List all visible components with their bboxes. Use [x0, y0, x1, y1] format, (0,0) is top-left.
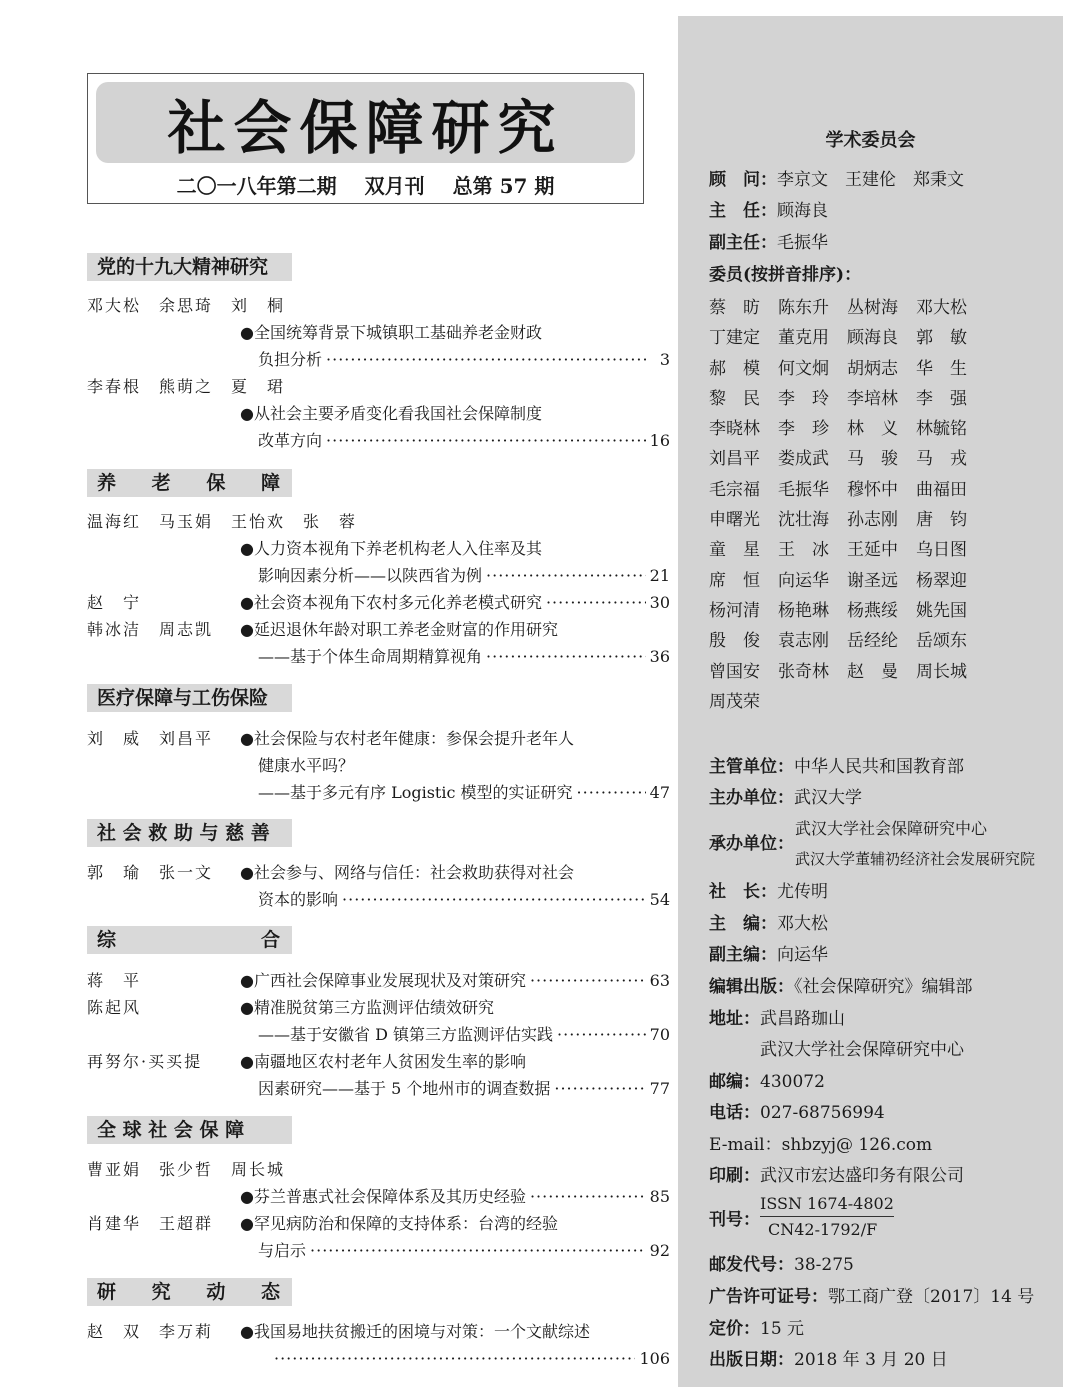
section-heading-char: 障	[260, 472, 280, 494]
label: 委员(按拼音排序)：	[709, 265, 862, 285]
page-number: 47	[649, 783, 670, 802]
article-title[interactable]: ●社会参与、网络与信任：社会救助获得对社会	[240, 863, 574, 882]
leader-dots	[577, 779, 646, 806]
committee-member: 乌日图	[916, 540, 967, 561]
committee-member: 李晓林	[709, 419, 760, 440]
leader-dots	[486, 643, 646, 670]
committee-member: 蔡 昉	[709, 298, 760, 318]
label: 承办单位：	[709, 834, 794, 854]
section-heading-char: 老	[151, 472, 171, 494]
section-heading-char: 综	[97, 929, 117, 951]
committee-member: 岳经纶	[847, 631, 898, 652]
page-number: 54	[649, 890, 670, 909]
leader-dots	[554, 1075, 645, 1102]
committee-member: 张奇林	[778, 661, 829, 682]
article-authors: 李春根 熊萌之 夏 珺	[87, 377, 286, 396]
article-title[interactable]: ●全国统筹背景下城镇职工基础养老金财政	[240, 323, 542, 342]
committee-member: 郭 敏	[916, 328, 967, 349]
info-editor	[709, 909, 828, 939]
section-heading-char: 态	[260, 1281, 280, 1303]
committee-member: 杨艳琳	[778, 600, 829, 621]
label: 主 任：	[709, 201, 777, 221]
journal-title: 社会保障研究	[167, 93, 564, 162]
article-title-text: 影响因素分析——以陕西省为例	[258, 566, 483, 585]
page-number: 21	[649, 566, 670, 585]
article-title-text: ●广西社会保障事业发展现状及对策研究	[240, 971, 526, 990]
value: 向运华	[777, 945, 828, 965]
value: 武昌路珈山	[760, 1009, 845, 1029]
info-pubdate	[709, 1345, 948, 1375]
info-printer	[709, 1161, 964, 1191]
section-heading-char: 保	[206, 472, 226, 494]
info-phone	[709, 1098, 885, 1128]
committee-advisors	[709, 165, 964, 195]
article-title-cont[interactable]	[258, 427, 670, 454]
article-title-cont[interactable]	[258, 1237, 670, 1264]
committee-title: 学术委员会	[825, 130, 916, 151]
committee-member: 何文炯	[778, 358, 829, 379]
label: 主办单位：	[709, 788, 794, 808]
article-title-cont[interactable]	[258, 1021, 670, 1048]
page-number: 77	[649, 1079, 670, 1098]
info-organizer-1: 武汉大学社会保障研究中心	[795, 819, 988, 838]
leader-dots	[557, 1021, 646, 1048]
committee-member: 李 珍	[778, 419, 829, 440]
committee-member: 杨翠迎	[916, 570, 967, 591]
article-authors: 温海红 马玉娟 王怡欢 张 蓉	[87, 512, 358, 531]
label: 编辑出版：	[709, 977, 794, 997]
info-cn: CN42-1792/F	[768, 1220, 878, 1239]
committee-member: 申曙光	[709, 510, 760, 531]
committee-member: 杨河清	[709, 600, 760, 621]
label: 出版日期：	[709, 1350, 794, 1370]
issue-line	[88, 170, 643, 199]
committee-chair	[709, 196, 828, 226]
article-authors: 刘 威 刘昌平	[87, 729, 214, 748]
committee-member: 赵 曼	[847, 661, 898, 682]
section-heading-char: 究	[151, 1281, 171, 1303]
article-title-text: ——基于安徽省 D 镇第三方监测评估实践	[258, 1025, 554, 1044]
article-title-cont[interactable]	[258, 1075, 670, 1102]
committee-member: 董克用	[778, 328, 829, 349]
article-title[interactable]	[240, 967, 670, 994]
info-address	[709, 1004, 845, 1034]
section-heading	[87, 1278, 292, 1306]
committee-member: 殷 俊	[709, 631, 760, 652]
article-title-text: ——基于多元有序 Logistic 模型的实证研究	[258, 783, 573, 802]
value[interactable]: shbzyj@ 126.com	[781, 1135, 933, 1155]
committee-member: 华 生	[916, 358, 967, 379]
article-title-cont[interactable]	[258, 346, 670, 373]
label: 印刷：	[709, 1166, 760, 1186]
label: 刊号：	[709, 1210, 760, 1230]
article-title[interactable]: ●精准脱贫第三方监测评估绩效研究	[240, 998, 494, 1017]
article-title[interactable]: ●人力资本视角下养老机构老人入住率及其	[240, 539, 542, 558]
info-organizer-label	[709, 829, 794, 859]
info-publisher	[709, 972, 973, 1002]
article-title[interactable]: ●从社会主要矛盾变化看我国社会保障制度	[240, 404, 542, 423]
section-heading-char: 研	[97, 1281, 117, 1303]
article-title[interactable]	[240, 589, 670, 616]
value: 中华人民共和国教育部	[794, 757, 964, 777]
committee-member: 毛宗福	[709, 479, 760, 500]
section-heading: 全 球 社 会 保 障	[87, 1116, 292, 1144]
article-title[interactable]	[240, 1183, 670, 1210]
value: 《社会保障研究》编辑部	[794, 977, 973, 997]
section-heading: 医疗保障与工伤保险	[87, 684, 292, 712]
committee-member: 谢圣远	[847, 570, 898, 591]
info-ad-license	[709, 1282, 1034, 1312]
info-issn: ISSN 1674-4802	[760, 1192, 894, 1217]
info-organizer-2: 武汉大学董辅礽经济社会发展研究院	[795, 850, 1036, 868]
committee-member: 娄成武	[778, 449, 829, 470]
label: 社 长：	[709, 882, 777, 902]
article-title-cont[interactable]: 健康水平吗？	[258, 756, 355, 775]
label: 广告许可证号：	[709, 1287, 828, 1307]
issue-frequency: 双月刊	[364, 174, 425, 198]
article-title-text: 负担分析	[258, 350, 323, 369]
info-president	[709, 877, 828, 907]
article-title-text: 改革方向	[258, 431, 323, 450]
page-number: 63	[649, 971, 670, 990]
leader-dots	[546, 589, 646, 616]
page-number: 70	[649, 1025, 670, 1044]
label: 定价：	[709, 1319, 760, 1339]
article-authors: 陈起风	[87, 998, 142, 1017]
section-heading: 党的十九大精神研究	[87, 253, 292, 281]
section-heading-char: 养	[97, 472, 117, 494]
committee-member: 周茂荣	[709, 691, 760, 712]
value: 武汉大学	[794, 788, 862, 808]
page-number: 36	[649, 647, 670, 666]
value: 李京文 王建伦 郑秉文	[777, 170, 964, 190]
page-number: 30	[649, 593, 670, 612]
committee-member: 陈东升	[778, 298, 829, 318]
issue-number: 二〇一八年第二期	[176, 174, 337, 198]
label: 主管单位：	[709, 757, 794, 777]
page-number: 16	[649, 431, 670, 450]
committee-member: 曾国安	[709, 661, 760, 682]
value: 15 元	[760, 1319, 805, 1339]
leader-dots	[310, 1237, 646, 1264]
info-supervisor	[709, 752, 964, 782]
label: 邮编：	[709, 1072, 760, 1092]
committee-member: 童 星	[709, 540, 760, 561]
info-address-2: 武汉大学社会保障研究中心	[760, 1040, 964, 1060]
committee-member: 胡炳志	[847, 358, 898, 379]
page-number: 85	[649, 1187, 670, 1206]
article-authors: 郭 瑜 张一文	[87, 863, 214, 882]
article-authors: 赵 宁	[87, 593, 142, 612]
article-title-cont[interactable]	[258, 643, 670, 670]
page-number: 92	[649, 1241, 670, 1260]
committee-member: 姚先国	[916, 600, 967, 621]
label: 地址：	[709, 1009, 760, 1029]
article-title-text: 因素研究——基于 5 个地州市的调查数据	[258, 1079, 551, 1098]
committee-member: 毛振华	[778, 479, 829, 500]
committee-member: 邓大松	[916, 298, 967, 318]
section-heading-char: 合	[260, 929, 280, 951]
value: 2018 年 3 月 20 日	[794, 1350, 948, 1370]
article-title-cont[interactable]	[258, 886, 670, 913]
article-title-text: ●芬兰普惠式社会保障体系及其历史经验	[240, 1187, 526, 1206]
leader-dots	[274, 1345, 635, 1372]
leader-dots	[326, 427, 646, 454]
value: 38-275	[794, 1255, 854, 1275]
committee-member: 林毓铭	[916, 419, 967, 440]
value: 027-68756994	[760, 1103, 885, 1123]
committee-member: 王 冰	[778, 540, 829, 561]
leader-dots	[342, 886, 646, 913]
info-postcode	[709, 1067, 825, 1097]
label: 副主任：	[709, 233, 777, 253]
info-email	[709, 1130, 932, 1160]
committee-member: 李 强	[916, 388, 967, 409]
committee-member: 孙志刚	[847, 510, 898, 531]
article-title-text: ●社会资本视角下农村多元化养老模式研究	[240, 593, 542, 612]
article-title-text: 与启示	[258, 1241, 307, 1260]
value: 尤传明	[777, 882, 828, 902]
committee-member: 郝 模	[709, 358, 760, 379]
committee-member: 席 恒	[709, 570, 760, 591]
article-title-cont[interactable]	[270, 1345, 670, 1372]
committee-member: 沈壮海	[778, 510, 829, 531]
committee-member: 岳颂东	[916, 631, 967, 652]
section-heading	[87, 469, 292, 497]
info-mail-code	[709, 1250, 854, 1280]
article-title[interactable]: ●延迟退休年龄对职工养老金财富的作用研究	[240, 620, 558, 639]
masthead-band	[96, 82, 635, 163]
article-title[interactable]: ●社会保险与农村老年健康：参保会提升老年人	[240, 729, 574, 748]
committee-member: 林 义	[847, 419, 898, 440]
article-authors: 赵 双 李万莉	[87, 1322, 214, 1341]
article-title-text: ——基于个体生命周期精算视角	[258, 647, 483, 666]
committee-vice-chair	[709, 228, 828, 258]
article-authors: 曹亚娟 张少哲 周长城	[87, 1160, 286, 1179]
committee-member: 李培林	[847, 388, 898, 409]
article-title[interactable]: ●我国易地扶贫搬迁的困境与对策：一个文献综述	[240, 1322, 590, 1341]
label: 邮发代号：	[709, 1255, 794, 1275]
leader-dots	[530, 1183, 646, 1210]
committee-member: 刘昌平	[709, 449, 760, 470]
leader-dots	[326, 346, 646, 373]
value: 430072	[760, 1072, 825, 1092]
article-authors: 韩冰洁 周志凯	[87, 620, 214, 639]
committee-member: 顾海良	[847, 328, 898, 349]
article-authors: 邓大松 余思琦 刘 桐	[87, 296, 286, 315]
article-authors: 肖建华 王超群	[87, 1214, 214, 1233]
info-deputy-editor	[709, 940, 828, 970]
committee-member: 马 骏	[847, 449, 898, 470]
committee-member: 黎 民	[709, 388, 760, 409]
issue-total: 总第 57 期	[452, 174, 555, 198]
committee-member: 唐 钧	[916, 510, 967, 531]
committee-member: 李 玲	[778, 388, 829, 409]
page-number: 3	[659, 350, 670, 369]
committee-member: 袁志刚	[778, 631, 829, 652]
label: 副主编：	[709, 945, 777, 965]
committee-member: 丛树海	[847, 298, 898, 318]
committee-member: 曲福田	[916, 479, 967, 500]
masthead	[87, 73, 644, 204]
article-title-text: 资本的影响	[258, 890, 339, 909]
page-number: 106	[639, 1349, 670, 1368]
committee-member: 向运华	[778, 570, 829, 591]
label: 顾 问：	[709, 170, 777, 190]
committee-member: 丁建定	[709, 328, 760, 349]
value: 邓大松	[777, 914, 828, 934]
committee-members-grid	[709, 293, 985, 717]
section-heading: 社 会 救 助 与 慈 善	[87, 819, 292, 847]
value: 鄂工商广登〔2017〕14 号	[828, 1287, 1035, 1307]
committee-member: 马 戎	[916, 449, 967, 470]
label: 电话：	[709, 1103, 760, 1123]
label: E-mail：	[709, 1135, 782, 1155]
label: 主 编：	[709, 914, 777, 934]
article-authors: 蒋 平	[87, 971, 142, 990]
info-sponsor	[709, 783, 862, 813]
article-title-cont[interactable]	[258, 779, 670, 806]
committee-members-label	[709, 260, 861, 290]
leader-dots	[486, 562, 646, 589]
committee-member: 王延中	[847, 540, 898, 561]
section-heading-char: 动	[206, 1281, 226, 1303]
article-title[interactable]: ●罕见病防治和保障的支持体系：台湾的经验	[240, 1214, 558, 1233]
section-heading	[87, 926, 292, 954]
article-title-cont[interactable]	[258, 562, 670, 589]
committee-member: 穆怀中	[847, 479, 898, 500]
committee-member: 周长城	[916, 661, 967, 682]
info-issn-label	[709, 1205, 760, 1235]
value: 顾海良	[777, 201, 828, 221]
value: 武汉市宏达盛印务有限公司	[760, 1166, 964, 1186]
value: 毛振华	[777, 233, 828, 253]
article-authors: 再努尔·买买提	[87, 1052, 203, 1071]
committee-member: 杨燕绥	[847, 600, 898, 621]
article-title[interactable]: ●南疆地区农村老年人贫困发生率的影响	[240, 1052, 526, 1071]
info-price	[709, 1314, 804, 1344]
leader-dots	[530, 967, 646, 994]
